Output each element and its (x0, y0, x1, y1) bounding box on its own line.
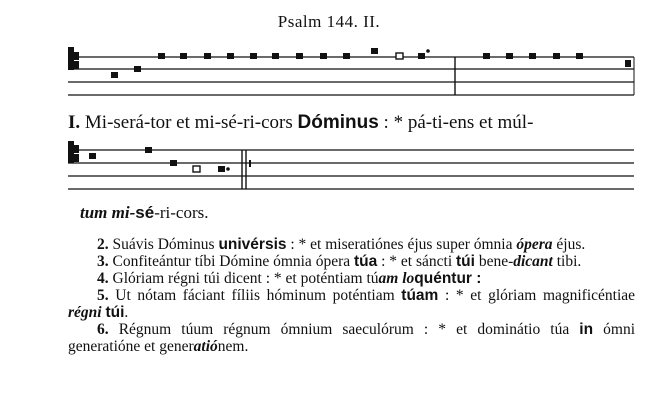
italic-word: ópera (516, 236, 553, 253)
verse-number: 6. (97, 321, 109, 338)
page-title: Psalm 144. II. (277, 12, 381, 31)
bold-word: túi (456, 253, 475, 270)
verse-1-text (68, 112, 643, 134)
verse-text: tibi. (552, 253, 582, 270)
bold-word: túa (353, 253, 378, 270)
italic-word: atió (193, 338, 218, 355)
verse-text: magnificéntiae (542, 287, 636, 304)
clef-1 (68, 47, 79, 70)
verse-text: Régnum túum régnum ómnium saeculórum : * et dominátio túa (118, 321, 580, 338)
verse-number: 2. (97, 236, 109, 253)
verse-number: 3. (97, 253, 109, 270)
verse-text: bene- (474, 253, 514, 270)
verse-number: I. (68, 112, 81, 133)
italic-word: am lo (378, 270, 415, 287)
verse-paragraph (68, 321, 635, 355)
verse-text: ómni generatióne et gener (68, 321, 635, 355)
verse-text: Ut nótam fáciant fíliis hóminum poténtiam (115, 287, 402, 304)
italic-syllable: mi- (111, 203, 136, 222)
verse-text: nem. (217, 338, 249, 355)
clef-2 (68, 141, 79, 163)
verse-paragraph (68, 287, 635, 321)
verse-number: 4. (97, 270, 109, 287)
bold-syllable: sé (135, 203, 155, 222)
verse-1-continuation (80, 203, 208, 223)
bold-word: túam (401, 287, 439, 304)
verse-text: Confiteántur tíbi Dómine ómnia ópera (112, 253, 354, 270)
staff-1 (68, 57, 634, 95)
bold-word: túi (105, 304, 125, 321)
verse-text: Glóriam régni túi dicent : * et poténtiam tú (112, 270, 379, 287)
verse-text: . (124, 304, 129, 321)
verses-block (68, 236, 635, 355)
verse-text: Suávis Dóminus (112, 236, 219, 253)
staff-2 (68, 150, 634, 189)
bold-word: in (579, 321, 594, 338)
italic-word: régni (68, 304, 102, 321)
verse-paragraph (68, 236, 635, 253)
verse-text: : * pá-ti-ens et múl- (383, 112, 534, 133)
verse-paragraph (68, 270, 635, 287)
verse-text-bold: Dóminus (297, 112, 379, 133)
verse-paragraph (68, 253, 635, 270)
verse-text: : * et sáncti (377, 253, 457, 270)
verse-text: : * et miseratiónes éjus super ómnia (286, 236, 517, 253)
notes-staff-2 (89, 147, 251, 172)
continuation-text: -ri-cors. (154, 203, 209, 222)
bold-word: quéntur : (414, 270, 482, 287)
bold-word: univérsis (218, 236, 287, 253)
italic-syllable: tum (80, 203, 108, 222)
verse-text: éjus. (552, 236, 586, 253)
verse-number: 5. (97, 287, 109, 304)
italic-word: dicant (513, 253, 553, 270)
notes-staff-1 (111, 48, 631, 78)
verse-text: : * et glóriam (438, 287, 543, 304)
music-staves (0, 0, 658, 200)
verse-text: Mi-será-tor et mi-sé-ri-cors (84, 112, 293, 133)
